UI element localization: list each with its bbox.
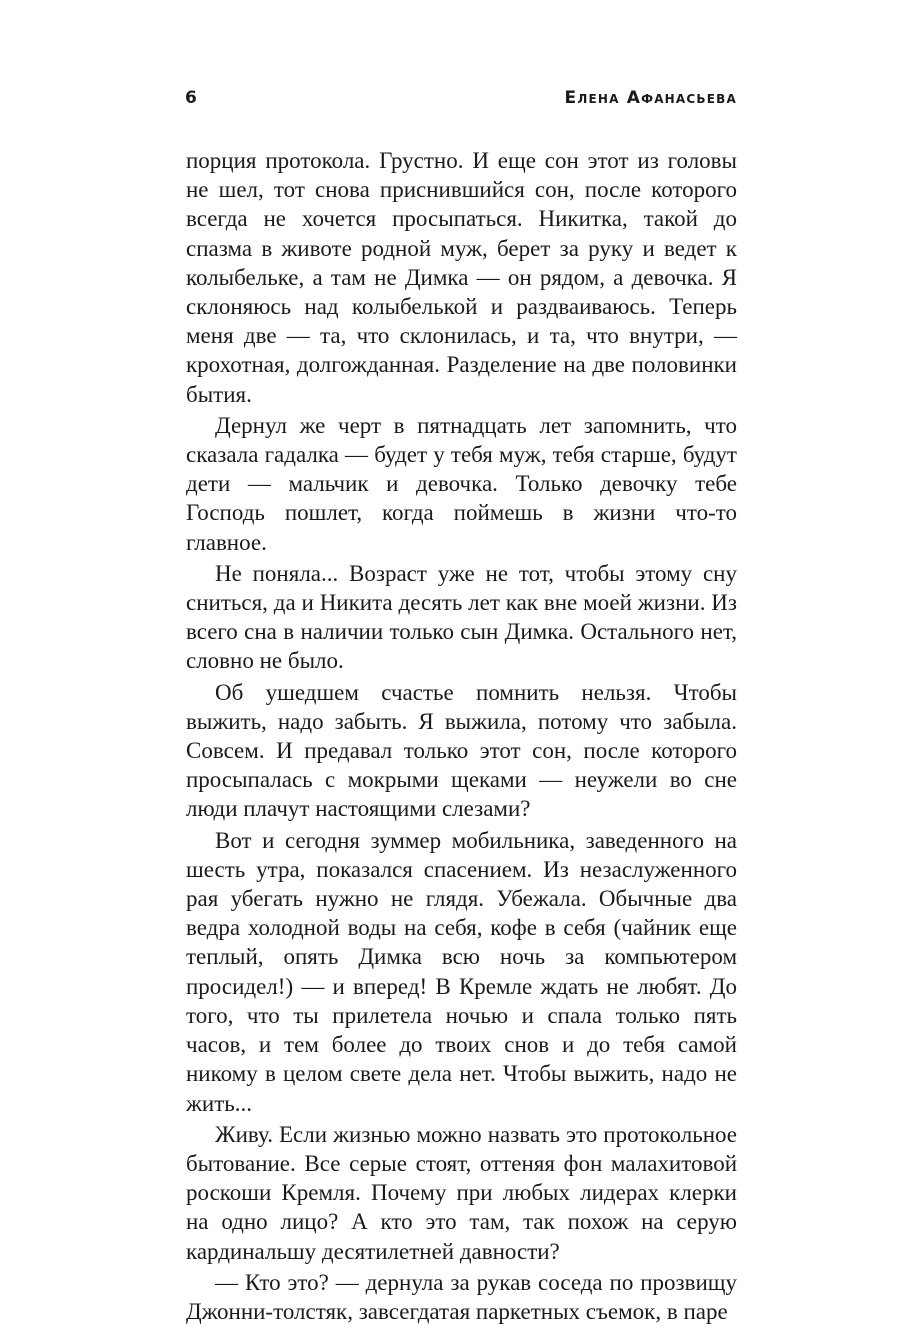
paragraph: Живу. Если жизнью можно назвать это протокольное бытование. Все серые стоят, оттеняя фон малахитовой роскоши Кремля. Почему при любых лидерах клерки на одно лицо? А кто это там, так похож на серую кардинальшу десятилетней давности? — [186, 1121, 737, 1264]
paragraph: Дернул же черт в пятнадцать лет запомнить, что сказала гадалка — будет у тебя муж, тебя старше, будут дети — мальчик и девочка. Только девочку тебе Господь пошлет, когда поймешь в жизни что-то главное. — [186, 412, 737, 555]
running-head — [185, 88, 737, 116]
author-name: Елена Афанасьева — [564, 88, 737, 108]
paragraph: Не поняла... Возраст уже не тот, чтобы этому сну сниться, да и Никита десять лет как вне моей жизни. Из всего сна в наличии только сын Димка. Остального нет, словно не было. — [186, 560, 737, 674]
body-text — [186, 146, 737, 1326]
paragraph: порция протокола. Грустно. И еще сон этот из головы не шел, тот снова приснившийся сон, после которого всегда не хочется просыпаться. Никитка, такой до спазма в животе родной муж, берет за руку и ведет к колыбельке, а там не Димка — он рядом, а девочка. Я склоняюсь над колыбелькой и раздваиваюсь. Теперь меня две — та, что склонилась, и та, что внутри, — крохотная, долгожданная. Разделение на две половинки бытия. — [186, 148, 737, 407]
page-number: 6 — [185, 88, 197, 108]
paragraph: — Кто это? — дернула за рукав соседа по прозвищу Джонни-толстяк, завсегдатая паркетных съемок, в паре — [186, 1269, 737, 1324]
paragraph: Об ушедшем счастье помнить нельзя. Чтобы выжить, надо забыть. Я выжила, потому что забыла. Совсем. И предавал только этот сон, после которого просыпалась с мокрыми щеками — неужели во сне люди плачут настоящими слезами? — [186, 679, 737, 822]
paragraph: Вот и сегодня зуммер мобильника, заведенного на шесть утра, показался спасением. Из незаслуженного рая убегать нужно не глядя. Убежала. Обычные два ведра холодной воды на себя, кофе в себя (чайник еще теплый, опять Димка всю ночь за компьютером просидел!) — и вперед! В Кремле ждать не любят. До того, что ты прилетела ночью и спала только пять часов, и тем более до твоих снов и до тебя самой никому в целом свете дела нет. Чтобы выжить, надо не жить... — [186, 827, 737, 1116]
